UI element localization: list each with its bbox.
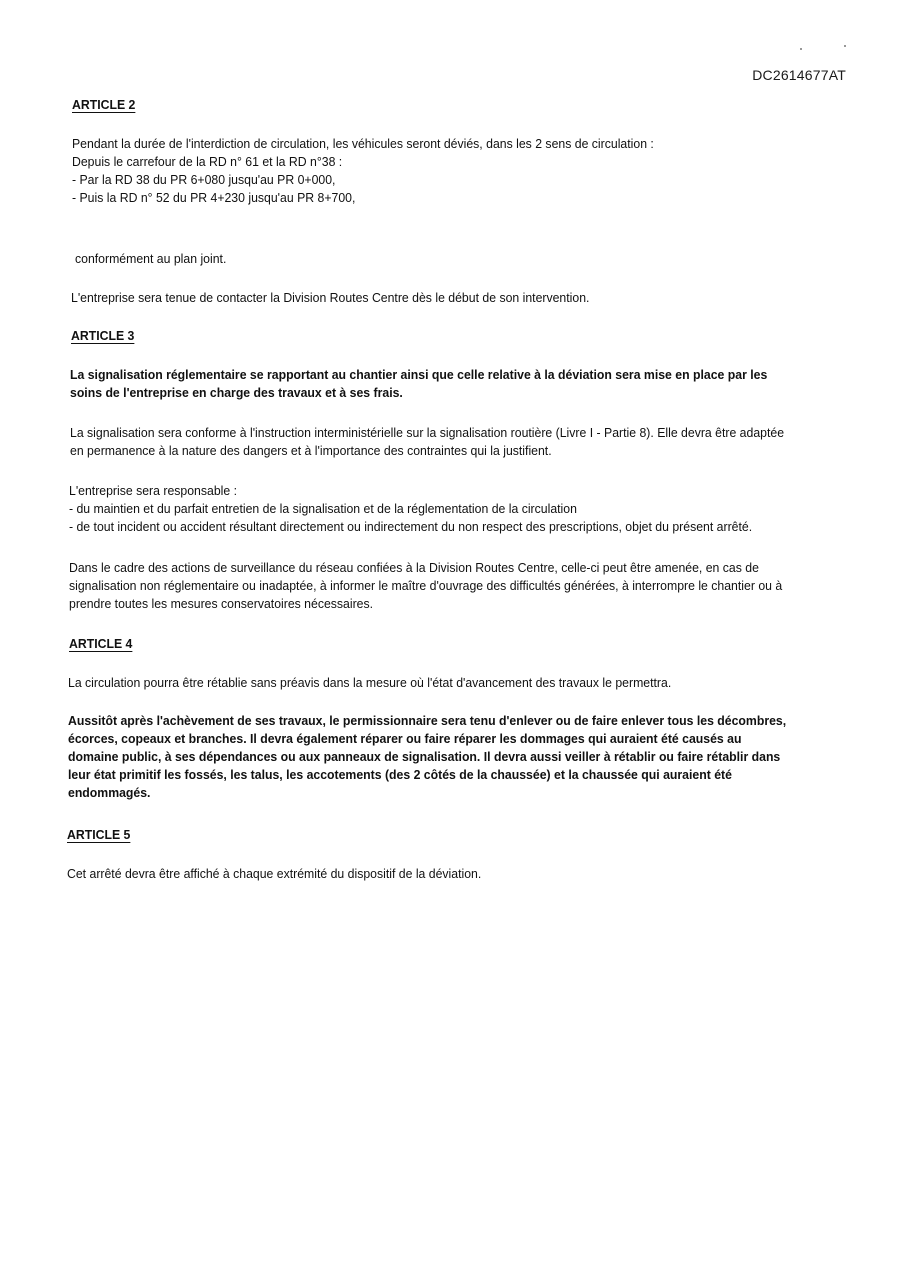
- scan-speck: [844, 45, 846, 47]
- text-line: signalisation non réglementaire ou inadaptée, à informer le maître d'ouvrage des difficultés générées, à interrompre le chantier ou à: [69, 578, 783, 593]
- text-line: leur état primitif les fossés, les talus, les accotements (des 2 côtés de la chaussée) et la chaussée qui auraient été: [68, 767, 732, 782]
- text-line: Dans le cadre des actions de surveillance du réseau confiées à la Division Routes Centre, celle-ci peut être amenée, en cas de: [69, 560, 759, 575]
- article-3-company-responsibilities: [69, 482, 752, 536]
- article-2-contact: L'entreprise sera tenue de contacter la Division Routes Centre dès le début de son intervention.: [71, 290, 590, 305]
- article-2-intro: [72, 135, 654, 207]
- text-line: prendre toutes les mesures conservatoires nécessaires.: [69, 596, 374, 611]
- text-line: Aussitôt après l'achèvement de ses travaux, le permissionnaire sera tenu d'enlever ou de faire enlever tous les décombres,: [68, 713, 787, 728]
- text-line: écorces, copeaux et branches. Il devra également réparer ou faire réparer les dommages qui auraient été causés au: [68, 731, 742, 746]
- article-3-signage-responsibility: [70, 366, 767, 402]
- text-line: Pendant la durée de l'interdiction de circulation, les véhicules seront déviés, dans les 2 sens de circulation :: [72, 136, 654, 151]
- document-reference: DC2614677AT: [752, 67, 846, 83]
- article-3-heading: ARTICLE 3: [71, 328, 135, 343]
- text-line: L'entreprise sera responsable :: [69, 483, 238, 498]
- text-line: La signalisation sera conforme à l'instruction interministérielle sur la signalisation routière (Livre I - Partie 8). Elle devra être adaptée: [70, 425, 785, 440]
- article-3-conformity: [70, 424, 784, 460]
- text-line: en permanence à la nature des dangers et à l'importance des contraintes qui la justifient.: [70, 443, 552, 458]
- article-4-site-cleanup: [68, 712, 786, 802]
- text-line: La signalisation réglementaire se rapportant au chantier ainsi que celle relative à la déviation sera mise en place par les: [70, 367, 768, 382]
- text-line: soins de l'entreprise en charge des travaux et à ses frais.: [70, 385, 403, 400]
- text-line: Depuis le carrefour de la RD n° 61 et la RD n°38 :: [72, 154, 343, 169]
- article-2-plan: conformément au plan joint.: [75, 251, 227, 266]
- article-4-heading: ARTICLE 4: [69, 636, 133, 651]
- scan-speck: [800, 48, 802, 50]
- article-4-restore-traffic: La circulation pourra être rétablie sans préavis dans la mesure où l'état d'avancement des travaux le permettra.: [68, 675, 672, 690]
- article-5-display: Cet arrêté devra être affiché à chaque extrémité du dispositif de la déviation.: [67, 866, 482, 881]
- text-line: domaine public, à ses dépendances ou aux panneaux de signalisation. Il devra aussi veiller à rétablir ou faire rétablir dans: [68, 749, 781, 764]
- text-line: - Puis la RD n° 52 du PR 4+230 jusqu'au PR 8+700,: [72, 190, 356, 205]
- article-3-surveillance: [69, 559, 838, 613]
- text-line: - de tout incident ou accident résultant directement ou indirectement du non respect des prescriptions, objet du présent arrêté.: [69, 519, 753, 534]
- text-line: endommagés.: [68, 785, 151, 800]
- article-2-heading: ARTICLE 2: [72, 97, 136, 112]
- text-line: - Par la RD 38 du PR 6+080 jusqu'au PR 0+000,: [72, 172, 336, 187]
- text-line: - du maintien et du parfait entretien de la signalisation et de la réglementation de la circulation: [69, 501, 577, 516]
- article-5-heading: ARTICLE 5: [67, 827, 131, 842]
- scan-specks: [792, 44, 852, 52]
